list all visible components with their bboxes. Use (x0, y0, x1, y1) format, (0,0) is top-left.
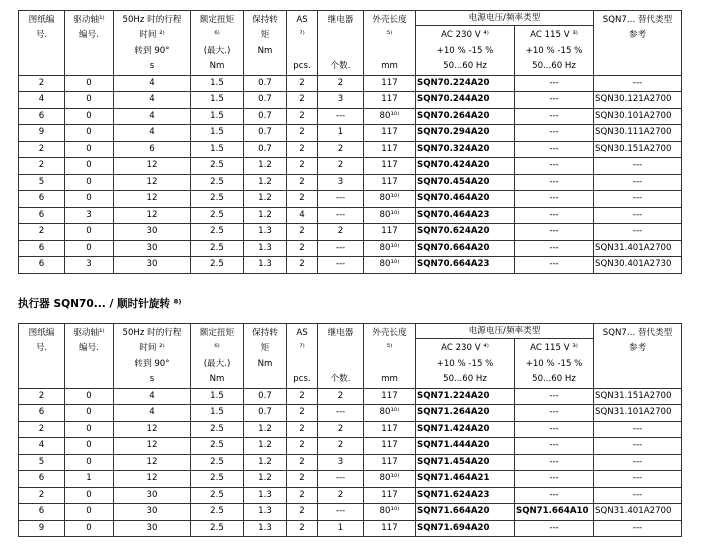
cell-drive-shaft: 0 (65, 405, 114, 422)
cell-relay-count: 3 (318, 92, 364, 109)
table-row (19, 108, 682, 125)
cell-holding-torque: 1.2 (244, 421, 287, 438)
cell-nominal-torque: 1.5 (191, 92, 244, 109)
table-row (19, 454, 682, 471)
cell-replacement-type: SQN30.151A2700 (594, 141, 682, 158)
header-ac115: AC 115 V ³⁾ +10 % -15 % 50...60 Hz (515, 26, 594, 76)
cell-model-ac115: --- (515, 174, 594, 191)
cell-drive-shaft: 0 (65, 487, 114, 504)
cell-model-ac230: SQN70.464A20 (416, 191, 515, 208)
cell-run-time: 30 (114, 257, 191, 274)
cell-nominal-torque: 1.5 (191, 141, 244, 158)
header-holding-torque: 保持转 矩 Nm (244, 324, 287, 389)
cell-replacement-type: SQN31.151A2700 (594, 388, 682, 405)
cell-as-count: 2 (287, 224, 318, 241)
cell-holding-torque: 0.7 (244, 405, 287, 422)
actuator-table-clockwise (18, 323, 682, 537)
cell-model-ac230: SQN70.324A20 (416, 141, 515, 158)
cell-housing-length: 80¹⁰⁾ (364, 207, 416, 224)
cell-holding-torque: 1.3 (244, 520, 287, 537)
cell-replacement-type: --- (594, 471, 682, 488)
table-row (19, 92, 682, 109)
table-body (19, 75, 682, 273)
cell-run-time: 30 (114, 224, 191, 241)
cell-replacement-type: --- (594, 454, 682, 471)
cell-model-ac230: SQN71.624A23 (416, 487, 515, 504)
cell-holding-torque: 1.3 (244, 257, 287, 274)
cell-replacement-type: SQN30.101A2700 (594, 108, 682, 125)
cell-model-ac230: SQN71.264A20 (416, 405, 515, 422)
cell-model-ac230: SQN71.454A20 (416, 454, 515, 471)
cell-run-time: 4 (114, 125, 191, 142)
cell-run-time: 12 (114, 191, 191, 208)
table-row (19, 504, 682, 521)
cell-nominal-torque: 2.5 (191, 224, 244, 241)
cell-run-time: 4 (114, 92, 191, 109)
cell-as-count: 2 (287, 454, 318, 471)
cell-model-ac230: SQN71.464A21 (416, 471, 515, 488)
cell-replacement-type: --- (594, 191, 682, 208)
cell-model-ac115: --- (515, 421, 594, 438)
cell-model-ac115: --- (515, 75, 594, 92)
cell-model-ac230: SQN70.464A23 (416, 207, 515, 224)
cell-replacement-type: --- (594, 158, 682, 175)
cell-nominal-torque: 2.5 (191, 240, 244, 257)
cell-model-ac115: --- (515, 207, 594, 224)
cell-drive-shaft: 0 (65, 108, 114, 125)
cell-drawing-no: 2 (19, 388, 65, 405)
header-holding-torque: 保持转 矩 Nm (244, 11, 287, 76)
cell-drawing-no: 6 (19, 207, 65, 224)
cell-housing-length: 80¹⁰⁾ (364, 108, 416, 125)
cell-replacement-type: SQN30.121A2700 (594, 92, 682, 109)
cell-as-count: 2 (287, 75, 318, 92)
header-ac115: AC 115 V ³⁾ +10 % -15 % 50...60 Hz (515, 339, 594, 389)
cell-replacement-type: --- (594, 438, 682, 455)
section-title-clockwise: 执行器 SQN70... / 顺时针旋转 ⁸⁾ (18, 298, 182, 310)
cell-drawing-no: 9 (19, 125, 65, 142)
cell-holding-torque: 0.7 (244, 388, 287, 405)
cell-nominal-torque: 1.5 (191, 125, 244, 142)
table-row (19, 388, 682, 405)
table-row (19, 471, 682, 488)
cell-model-ac230: SQN71.224A20 (416, 388, 515, 405)
cell-nominal-torque: 2.5 (191, 207, 244, 224)
cell-housing-length: 117 (364, 141, 416, 158)
cell-replacement-type: SQN30.401A2730 (594, 257, 682, 274)
cell-housing-length: 117 (364, 75, 416, 92)
cell-run-time: 30 (114, 520, 191, 537)
table-row (19, 520, 682, 537)
cell-housing-length: 117 (364, 520, 416, 537)
header-run-time: 50Hz 时的行程 时间 ²⁾ 转到 90° s (114, 324, 191, 389)
cell-model-ac115: --- (515, 141, 594, 158)
cell-nominal-torque: 2.5 (191, 257, 244, 274)
cell-holding-torque: 0.7 (244, 108, 287, 125)
cell-model-ac115: --- (515, 438, 594, 455)
cell-replacement-type: SQN31.101A2700 (594, 405, 682, 422)
cell-model-ac230: SQN71.444A20 (416, 438, 515, 455)
actuator-table-counterclockwise (18, 10, 682, 274)
cell-nominal-torque: 2.5 (191, 191, 244, 208)
cell-drawing-no: 2 (19, 487, 65, 504)
cell-run-time: 12 (114, 207, 191, 224)
cell-drawing-no: 2 (19, 141, 65, 158)
cell-model-ac230: SQN70.264A20 (416, 108, 515, 125)
cell-holding-torque: 0.7 (244, 92, 287, 109)
cell-drive-shaft: 3 (65, 257, 114, 274)
cell-drive-shaft: 0 (65, 520, 114, 537)
cell-model-ac115: SQN71.664A10 (515, 504, 594, 521)
cell-replacement-type: --- (594, 207, 682, 224)
cell-drive-shaft: 1 (65, 471, 114, 488)
cell-as-count: 2 (287, 438, 318, 455)
table-row (19, 125, 682, 142)
cell-model-ac115: --- (515, 108, 594, 125)
table-row (19, 75, 682, 92)
cell-drive-shaft: 0 (65, 75, 114, 92)
cell-model-ac115: --- (515, 454, 594, 471)
cell-replacement-type: --- (594, 487, 682, 504)
cell-model-ac230: SQN71.424A20 (416, 421, 515, 438)
cell-housing-length: 117 (364, 454, 416, 471)
cell-relay-count: --- (318, 504, 364, 521)
header-drive-shaft: 驱动轴¹⁾ 编号. (65, 324, 114, 389)
table-header (19, 11, 682, 76)
header-nominal-torque: 额定扭矩 ⁶⁾ (最大.) Nm (191, 324, 244, 389)
cell-run-time: 12 (114, 174, 191, 191)
cell-relay-count: 2 (318, 438, 364, 455)
cell-holding-torque: 1.3 (244, 504, 287, 521)
cell-model-ac230: SQN70.624A20 (416, 224, 515, 241)
cell-housing-length: 80¹⁰⁾ (364, 405, 416, 422)
table-row (19, 240, 682, 257)
cell-relay-count: --- (318, 257, 364, 274)
header-housing-length: 外壳长度 ⁵⁾ mm (364, 11, 416, 76)
cell-run-time: 12 (114, 438, 191, 455)
cell-drawing-no: 4 (19, 92, 65, 109)
cell-drive-shaft: 0 (65, 504, 114, 521)
cell-replacement-type: --- (594, 421, 682, 438)
cell-drawing-no: 4 (19, 438, 65, 455)
cell-model-ac115: --- (515, 240, 594, 257)
cell-as-count: 2 (287, 257, 318, 274)
header-voltage-title: 电源电压/频率类型 (416, 11, 594, 26)
header-run-time: 50Hz 时的行程 时间 ²⁾ 转到 90° s (114, 11, 191, 76)
cell-relay-count: --- (318, 240, 364, 257)
cell-model-ac115: --- (515, 224, 594, 241)
cell-nominal-torque: 2.5 (191, 504, 244, 521)
cell-model-ac230: SQN71.694A20 (416, 520, 515, 537)
cell-housing-length: 80¹⁰⁾ (364, 191, 416, 208)
header-relay: 继电器 个数. (318, 11, 364, 76)
cell-model-ac115: --- (515, 471, 594, 488)
header-replacement: SQN7... 替代类型 参考 (594, 324, 682, 389)
cell-drive-shaft: 0 (65, 141, 114, 158)
cell-as-count: 2 (287, 240, 318, 257)
cell-run-time: 4 (114, 75, 191, 92)
cell-drawing-no: 5 (19, 174, 65, 191)
cell-replacement-type: --- (594, 174, 682, 191)
cell-housing-length: 117 (364, 174, 416, 191)
cell-nominal-torque: 2.5 (191, 454, 244, 471)
cell-run-time: 4 (114, 388, 191, 405)
cell-drawing-no: 6 (19, 191, 65, 208)
header-ac230: AC 230 V ⁴⁾ +10 % -15 % 50...60 Hz (416, 339, 515, 389)
cell-relay-count: 1 (318, 520, 364, 537)
cell-relay-count: 3 (318, 454, 364, 471)
header-relay: 继电器 个数. (318, 324, 364, 389)
cell-holding-torque: 1.2 (244, 191, 287, 208)
cell-as-count: 2 (287, 405, 318, 422)
header-replacement: SQN7... 替代类型 参考 (594, 11, 682, 76)
cell-run-time: 12 (114, 158, 191, 175)
cell-holding-torque: 0.7 (244, 125, 287, 142)
cell-as-count: 4 (287, 207, 318, 224)
cell-nominal-torque: 2.5 (191, 158, 244, 175)
cell-nominal-torque: 2.5 (191, 520, 244, 537)
cell-model-ac230: SQN70.454A20 (416, 174, 515, 191)
cell-model-ac115: --- (515, 487, 594, 504)
cell-model-ac230: SQN70.424A20 (416, 158, 515, 175)
table-body (19, 388, 682, 537)
cell-drive-shaft: 0 (65, 438, 114, 455)
header-as: AS ⁷⁾ pcs. (287, 324, 318, 389)
cell-drawing-no: 2 (19, 158, 65, 175)
cell-model-ac115: --- (515, 388, 594, 405)
cell-relay-count: --- (318, 191, 364, 208)
cell-model-ac115: --- (515, 405, 594, 422)
table-row (19, 421, 682, 438)
cell-model-ac230: SQN70.664A20 (416, 240, 515, 257)
cell-model-ac230: SQN70.244A20 (416, 92, 515, 109)
cell-as-count: 2 (287, 92, 318, 109)
table-row (19, 207, 682, 224)
cell-nominal-torque: 1.5 (191, 75, 244, 92)
cell-relay-count: 3 (318, 174, 364, 191)
cell-run-time: 12 (114, 454, 191, 471)
cell-relay-count: 2 (318, 421, 364, 438)
cell-run-time: 12 (114, 421, 191, 438)
cell-housing-length: 117 (364, 388, 416, 405)
cell-housing-length: 117 (364, 125, 416, 142)
cell-holding-torque: 0.7 (244, 75, 287, 92)
table-row (19, 438, 682, 455)
header-ac230: AC 230 V ⁴⁾ +10 % -15 % 50...60 Hz (416, 26, 515, 76)
cell-model-ac230: SQN70.294A20 (416, 125, 515, 142)
cell-relay-count: 2 (318, 224, 364, 241)
cell-relay-count: --- (318, 108, 364, 125)
cell-model-ac230: SQN71.664A20 (416, 504, 515, 521)
cell-housing-length: 117 (364, 438, 416, 455)
cell-holding-torque: 1.2 (244, 207, 287, 224)
cell-relay-count: 2 (318, 141, 364, 158)
table-row (19, 174, 682, 191)
table-header (19, 324, 682, 389)
cell-holding-torque: 1.2 (244, 174, 287, 191)
cell-housing-length: 117 (364, 421, 416, 438)
cell-as-count: 2 (287, 125, 318, 142)
cell-model-ac115: --- (515, 257, 594, 274)
cell-drawing-no: 2 (19, 421, 65, 438)
cell-drive-shaft: 0 (65, 191, 114, 208)
cell-replacement-type: SQN31.401A2700 (594, 504, 682, 521)
header-drawing-no: 图纸编 号. (19, 324, 65, 389)
table-row (19, 487, 682, 504)
cell-as-count: 2 (287, 108, 318, 125)
cell-run-time: 30 (114, 240, 191, 257)
cell-as-count: 2 (287, 471, 318, 488)
cell-drive-shaft: 0 (65, 92, 114, 109)
cell-holding-torque: 1.2 (244, 158, 287, 175)
cell-housing-length: 80¹⁰⁾ (364, 240, 416, 257)
cell-housing-length: 117 (364, 224, 416, 241)
cell-housing-length: 80¹⁰⁾ (364, 471, 416, 488)
cell-run-time: 4 (114, 108, 191, 125)
cell-nominal-torque: 2.5 (191, 487, 244, 504)
cell-model-ac230: SQN70.664A23 (416, 257, 515, 274)
cell-run-time: 6 (114, 141, 191, 158)
cell-nominal-torque: 2.5 (191, 174, 244, 191)
cell-relay-count: 2 (318, 75, 364, 92)
cell-drawing-no: 6 (19, 108, 65, 125)
cell-as-count: 2 (287, 158, 318, 175)
cell-relay-count: --- (318, 207, 364, 224)
cell-drawing-no: 6 (19, 471, 65, 488)
cell-model-ac230: SQN70.224A20 (416, 75, 515, 92)
cell-drive-shaft: 3 (65, 207, 114, 224)
cell-drawing-no: 6 (19, 405, 65, 422)
cell-model-ac115: --- (515, 92, 594, 109)
header-as: AS ⁷⁾ pcs. (287, 11, 318, 76)
cell-drive-shaft: 0 (65, 224, 114, 241)
cell-model-ac115: --- (515, 158, 594, 175)
cell-model-ac115: --- (515, 191, 594, 208)
cell-as-count: 2 (287, 421, 318, 438)
cell-model-ac115: --- (515, 125, 594, 142)
cell-as-count: 2 (287, 141, 318, 158)
table-row (19, 141, 682, 158)
cell-replacement-type: --- (594, 75, 682, 92)
cell-housing-length: 117 (364, 487, 416, 504)
cell-holding-torque: 0.7 (244, 141, 287, 158)
cell-holding-torque: 1.2 (244, 471, 287, 488)
header-drawing-no: 图纸编 号. (19, 11, 65, 76)
cell-drawing-no: 6 (19, 504, 65, 521)
cell-nominal-torque: 1.5 (191, 108, 244, 125)
cell-holding-torque: 1.2 (244, 454, 287, 471)
cell-drawing-no: 5 (19, 454, 65, 471)
cell-drawing-no: 2 (19, 75, 65, 92)
cell-replacement-type: --- (594, 224, 682, 241)
cell-relay-count: 2 (318, 487, 364, 504)
cell-housing-length: 117 (364, 92, 416, 109)
cell-nominal-torque: 2.5 (191, 471, 244, 488)
cell-model-ac115: --- (515, 520, 594, 537)
header-housing-length: 外壳长度 ⁵⁾ mm (364, 324, 416, 389)
cell-housing-length: 117 (364, 158, 416, 175)
cell-relay-count: --- (318, 405, 364, 422)
cell-nominal-torque: 1.5 (191, 388, 244, 405)
cell-replacement-type: --- (594, 520, 682, 537)
cell-replacement-type: SQN30.111A2700 (594, 125, 682, 142)
cell-as-count: 2 (287, 191, 318, 208)
header-nominal-torque: 额定扭矩 ⁶⁾ (最大.) Nm (191, 11, 244, 76)
cell-run-time: 12 (114, 471, 191, 488)
cell-replacement-type: SQN31.401A2700 (594, 240, 682, 257)
cell-drive-shaft: 0 (65, 240, 114, 257)
cell-relay-count: --- (318, 471, 364, 488)
cell-run-time: 4 (114, 405, 191, 422)
cell-relay-count: 2 (318, 388, 364, 405)
cell-drawing-no: 9 (19, 520, 65, 537)
cell-run-time: 30 (114, 487, 191, 504)
cell-housing-length: 80¹⁰⁾ (364, 257, 416, 274)
cell-as-count: 2 (287, 487, 318, 504)
cell-as-count: 2 (287, 174, 318, 191)
table-row (19, 158, 682, 175)
table-row (19, 191, 682, 208)
cell-drawing-no: 2 (19, 224, 65, 241)
cell-as-count: 2 (287, 388, 318, 405)
cell-holding-torque: 1.3 (244, 240, 287, 257)
cell-nominal-torque: 1.5 (191, 405, 244, 422)
cell-holding-torque: 1.3 (244, 487, 287, 504)
cell-drive-shaft: 0 (65, 388, 114, 405)
cell-housing-length: 80¹⁰⁾ (364, 504, 416, 521)
cell-run-time: 30 (114, 504, 191, 521)
header-drive-shaft: 驱动轴¹⁾ 编号. (65, 11, 114, 76)
cell-drawing-no: 6 (19, 240, 65, 257)
cell-as-count: 2 (287, 520, 318, 537)
cell-drive-shaft: 0 (65, 158, 114, 175)
cell-drawing-no: 6 (19, 257, 65, 274)
cell-drive-shaft: 0 (65, 454, 114, 471)
cell-relay-count: 2 (318, 158, 364, 175)
table-row (19, 224, 682, 241)
cell-as-count: 2 (287, 504, 318, 521)
cell-drive-shaft: 0 (65, 421, 114, 438)
table-row (19, 405, 682, 422)
table-row (19, 257, 682, 274)
cell-holding-torque: 1.2 (244, 438, 287, 455)
cell-holding-torque: 1.3 (244, 224, 287, 241)
cell-drive-shaft: 0 (65, 125, 114, 142)
cell-drive-shaft: 0 (65, 174, 114, 191)
header-voltage-title: 电源电压/频率类型 (416, 324, 594, 339)
cell-nominal-torque: 2.5 (191, 438, 244, 455)
cell-nominal-torque: 2.5 (191, 421, 244, 438)
cell-relay-count: 1 (318, 125, 364, 142)
